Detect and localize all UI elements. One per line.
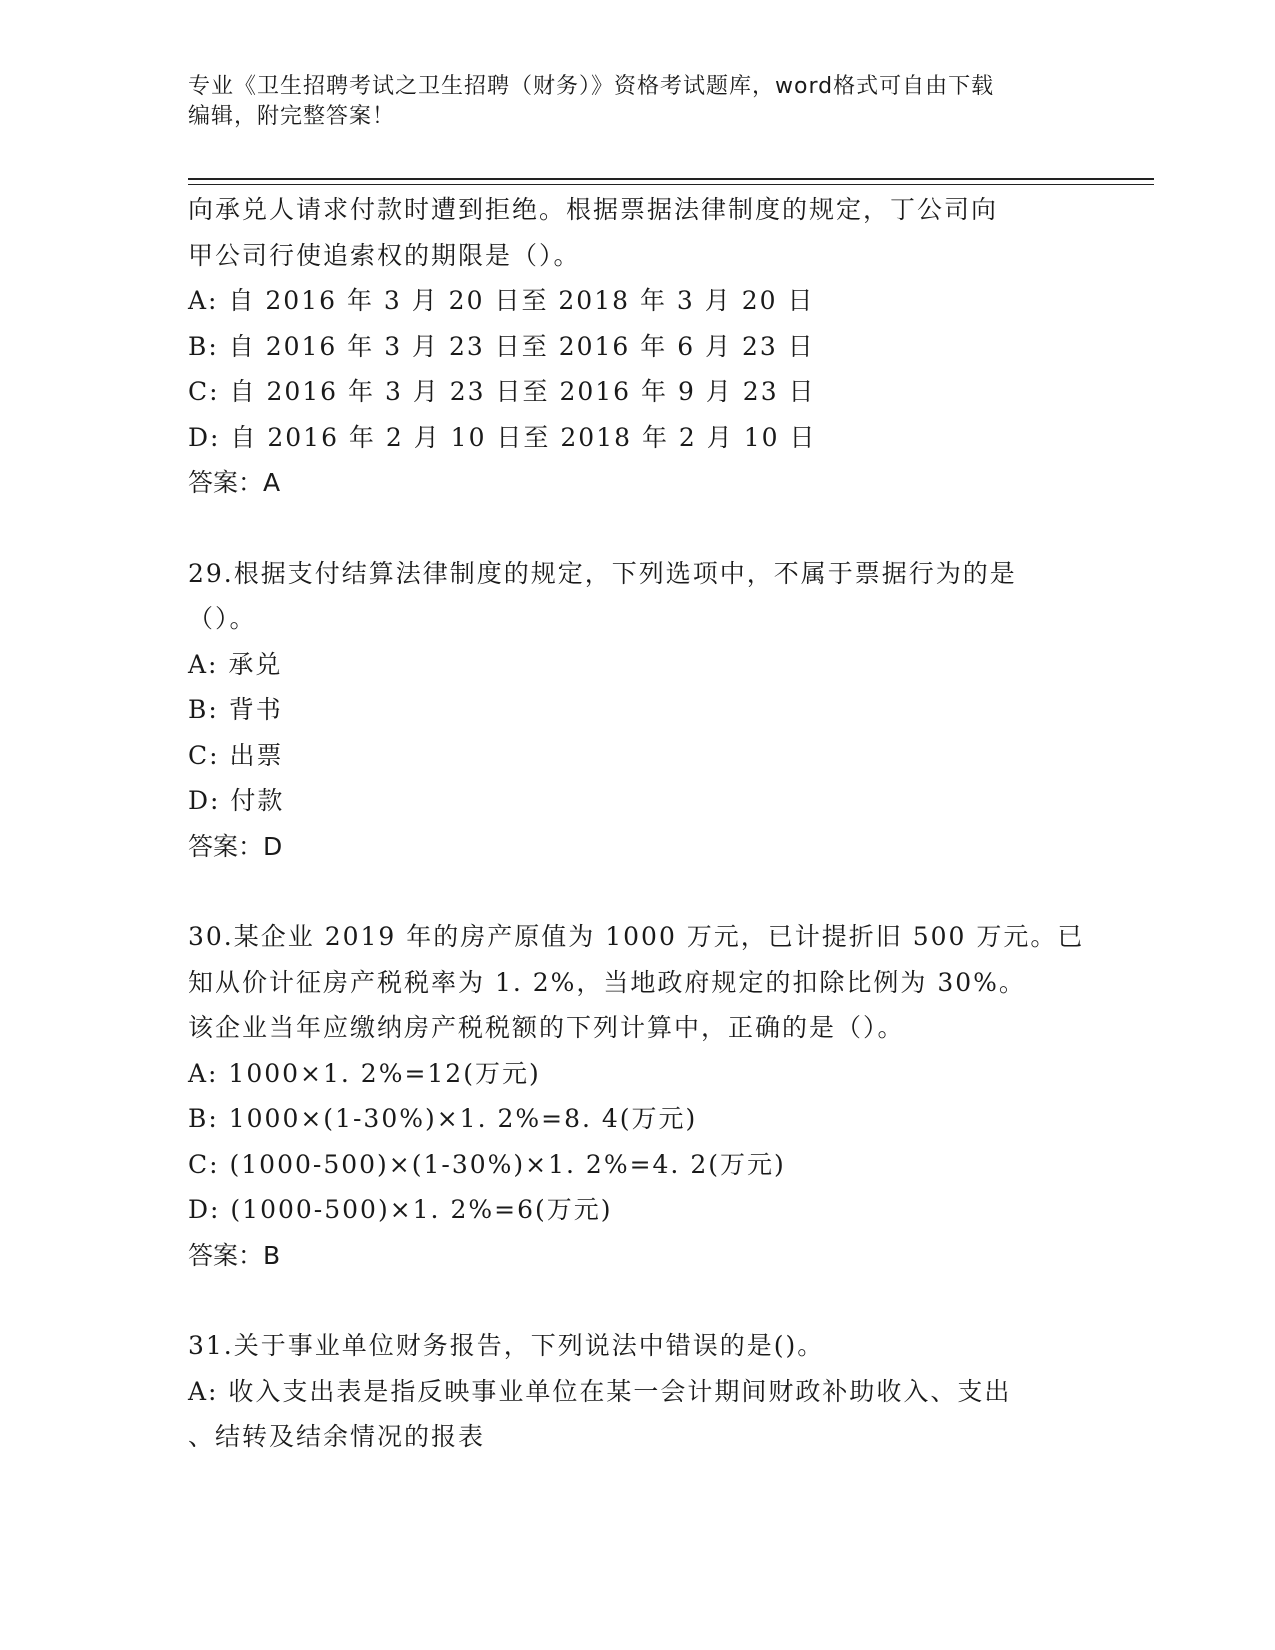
- option-b: B: 背书: [188, 695, 283, 724]
- question-stem-line: 30.某企业 2019 年的房产原值为 1000 万元，已计提折旧 500 万元。已: [188, 922, 1085, 951]
- option-b: B: 自 2016 年 3 月 23 日至 2016 年 6 月 23 日: [188, 331, 815, 361]
- question-stem-line: 甲公司行使追索权的期限是（）。: [188, 240, 581, 270]
- header-rule-thick: [188, 178, 1154, 180]
- question-28: [188, 187, 1088, 506]
- question-31: [188, 1323, 1088, 1460]
- question-29: [188, 551, 1088, 870]
- question-stem-line: 该企业当年应缴纳房产税税额的下列计算中，正确的是（）。: [188, 1013, 905, 1042]
- option-a-continued: 、结转及结余情况的报表: [188, 1422, 486, 1451]
- header-line-1: 专业《卫生招聘考试之卫生招聘（财务）》资格考试题库，word格式可自由下载: [188, 74, 995, 99]
- answer-label: 答案：D: [188, 831, 283, 861]
- question-stem-line: 向承兑人请求付款时遭到拒绝。根据票据法律制度的规定，丁公司向: [188, 195, 999, 224]
- question-content: [188, 187, 1088, 1460]
- header-rule-thin: [188, 184, 1154, 185]
- option-c: C: 出票: [188, 740, 284, 770]
- question-stem-line: 31.关于事业单位财务报告，下列说法中错误的是()。: [188, 1331, 825, 1360]
- question-stem-line: 29.根据支付结算法律制度的规定，下列选项中，不属于票据行为的是: [188, 558, 1017, 588]
- option-b: B: 1000×(1-30%)×1. 2%=8. 4(万元): [188, 1104, 698, 1133]
- option-a: A: 自 2016 年 3 月 20 日至 2018 年 3 月 20 日: [188, 286, 815, 315]
- option-a: A: 承兑: [188, 649, 283, 679]
- option-a: A: 收入支出表是指反映事业单位在某一会计期间财政补助收入、支出: [188, 1376, 1012, 1406]
- header-line-2: 编辑，附完整答案！: [188, 104, 396, 129]
- question-30: [188, 914, 1088, 1278]
- question-spacer: [188, 506, 1088, 551]
- question-spacer: [188, 1278, 1088, 1323]
- answer-label: 答案：B: [188, 1240, 281, 1270]
- option-d: D: 自 2016 年 2 月 10 日至 2018 年 2 月 10 日: [188, 422, 817, 452]
- question-spacer: [188, 869, 1088, 914]
- answer-label: 答案：A: [188, 468, 281, 497]
- option-a: A: 1000×1. 2%=12(万元): [188, 1058, 541, 1088]
- question-stem-line: 知从价计征房产税税率为 1. 2%，当地政府规定的扣除比例为 30%。: [188, 967, 1026, 997]
- option-d: D: 付款: [188, 786, 285, 815]
- option-d: D: (1000-500)×1. 2%=6(万元): [188, 1195, 613, 1224]
- option-c: C: 自 2016 年 3 月 23 日至 2016 年 9 月 23 日: [188, 377, 816, 406]
- question-stem-line: （）。: [188, 604, 257, 633]
- option-c: C: (1000-500)×(1-30%)×1. 2%=4. 2(万元): [188, 1149, 786, 1179]
- document-header: [188, 72, 1068, 132]
